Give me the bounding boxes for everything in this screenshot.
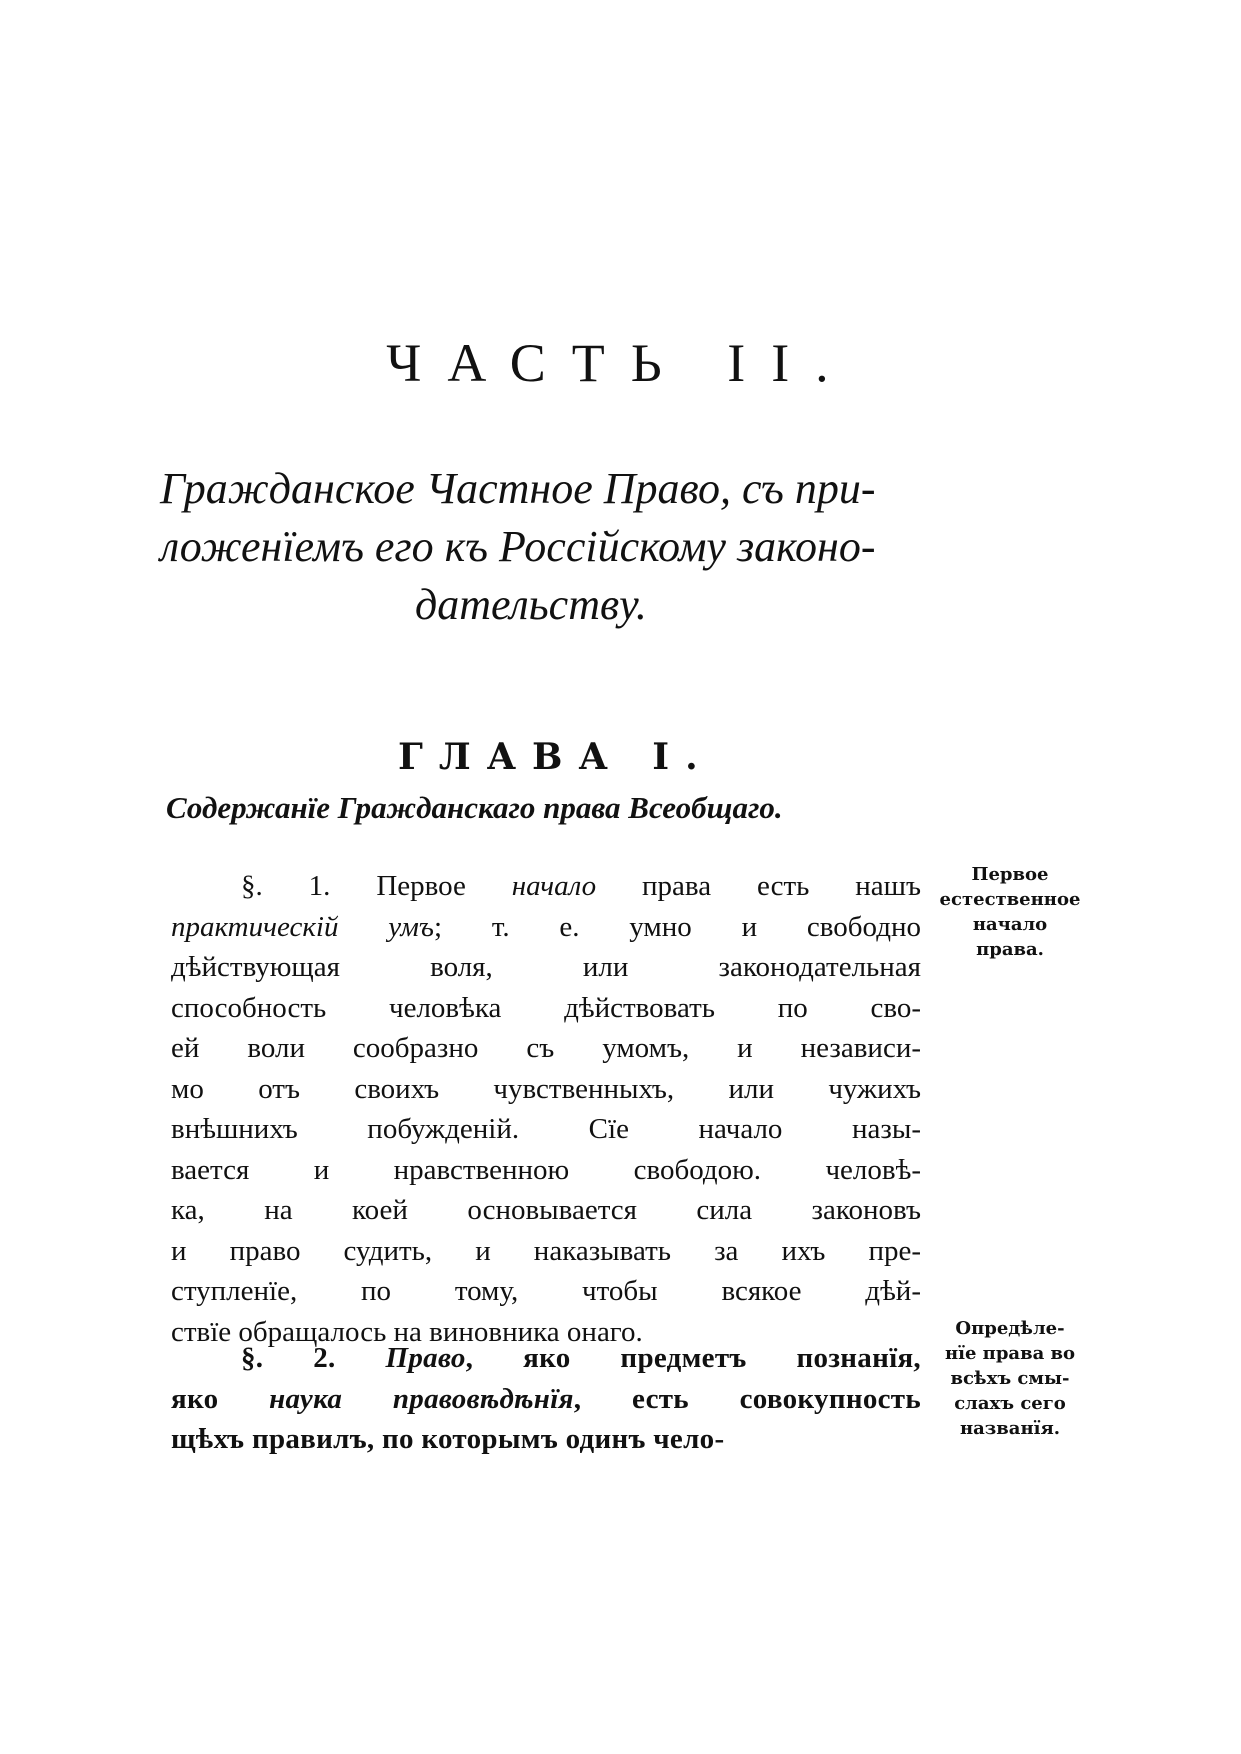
text-segment: щѣхъ правилъ, по которымъ одинъ чело- xyxy=(171,1423,725,1455)
text-segment: мо отъ своихъ чувственныхъ, или чужихъ xyxy=(171,1072,921,1105)
margin-note-line: Опредѣле- xyxy=(955,1318,1065,1339)
subtitle-line: Гражданское Частное Право, съ при- xyxy=(160,464,876,513)
text-segment: и право судить, и наказывать за ихъ пре- xyxy=(171,1234,921,1267)
chapter-title: ГЛАВА I. xyxy=(398,735,714,778)
margin-note-1 xyxy=(930,862,1090,962)
margin-note-line: названїя. xyxy=(959,1418,1061,1439)
text-segment: , есть совокупность xyxy=(573,1382,921,1415)
subtitle-line: дательству. xyxy=(415,580,647,629)
text-segment: способность человѣка дѣйствовать по сво- xyxy=(171,991,921,1024)
text-line xyxy=(171,1231,921,1272)
text-segment: , яко предметъ познанїя, xyxy=(465,1342,921,1374)
italic-segment: наука правовѣдѣнїя xyxy=(269,1382,574,1415)
paragraph-1 xyxy=(171,866,921,1352)
text-segment: ка, на коей основывается сила законовъ xyxy=(171,1194,921,1226)
text-segment: дѣйствующая воля, или законодательная xyxy=(171,951,921,983)
text-line xyxy=(171,1419,921,1460)
margin-note-line: права. xyxy=(976,939,1044,960)
italic-segment: Право xyxy=(385,1342,466,1374)
margin-note-line: всѣхъ смы- xyxy=(950,1368,1070,1389)
text-segment: яко xyxy=(171,1382,270,1415)
text-segment: ствїе обращалось на виновника онаго. xyxy=(171,1315,643,1348)
margin-note-line: нїе права во xyxy=(944,1343,1076,1364)
part-subtitle xyxy=(160,460,920,634)
text-segment: §. 1. Первое xyxy=(241,870,512,902)
margin-note-line: Первое xyxy=(971,864,1049,885)
text-segment: внѣшнихъ побужденій. Сїе начало назы- xyxy=(171,1113,921,1145)
text-line xyxy=(171,1190,921,1231)
text-line xyxy=(171,1379,921,1420)
part-title: ЧАСТЬ II. xyxy=(386,333,855,394)
text-segment: права есть нашъ xyxy=(596,870,921,902)
text-line xyxy=(171,1150,921,1191)
text-line xyxy=(171,1109,921,1150)
text-line xyxy=(171,1338,921,1379)
margin-note-line: естественное xyxy=(939,889,1081,910)
paragraph-2 xyxy=(171,1338,921,1460)
text-line xyxy=(171,947,921,988)
text-segment: ей воли сообразно съ умомъ, и независи- xyxy=(171,1032,921,1064)
chapter-subtitle: Содержанїе Гражданскаго права Всеобщаго. xyxy=(166,790,783,825)
text-line xyxy=(171,907,921,948)
text-segment: ; т. е. умно и свободно xyxy=(433,910,921,943)
italic-segment: практическій умъ xyxy=(171,910,434,943)
text-segment: вается и нравственною свободою. человѣ- xyxy=(171,1153,921,1186)
subtitle-line: ложенїемъ его къ Россійскому законо- xyxy=(160,522,876,571)
margin-note-2 xyxy=(930,1316,1090,1441)
margin-note-line: начало xyxy=(972,914,1048,935)
text-segment: ступленїе, по тому, чтобы всякое дѣй- xyxy=(171,1275,921,1307)
text-segment: §. 2. xyxy=(241,1342,386,1374)
text-line xyxy=(171,1028,921,1069)
text-line xyxy=(171,988,921,1029)
text-line xyxy=(171,1069,921,1110)
text-line xyxy=(171,1271,921,1312)
text-line xyxy=(171,866,921,907)
italic-segment: начало xyxy=(511,870,597,902)
margin-note-line: слахъ сего xyxy=(954,1393,1066,1414)
